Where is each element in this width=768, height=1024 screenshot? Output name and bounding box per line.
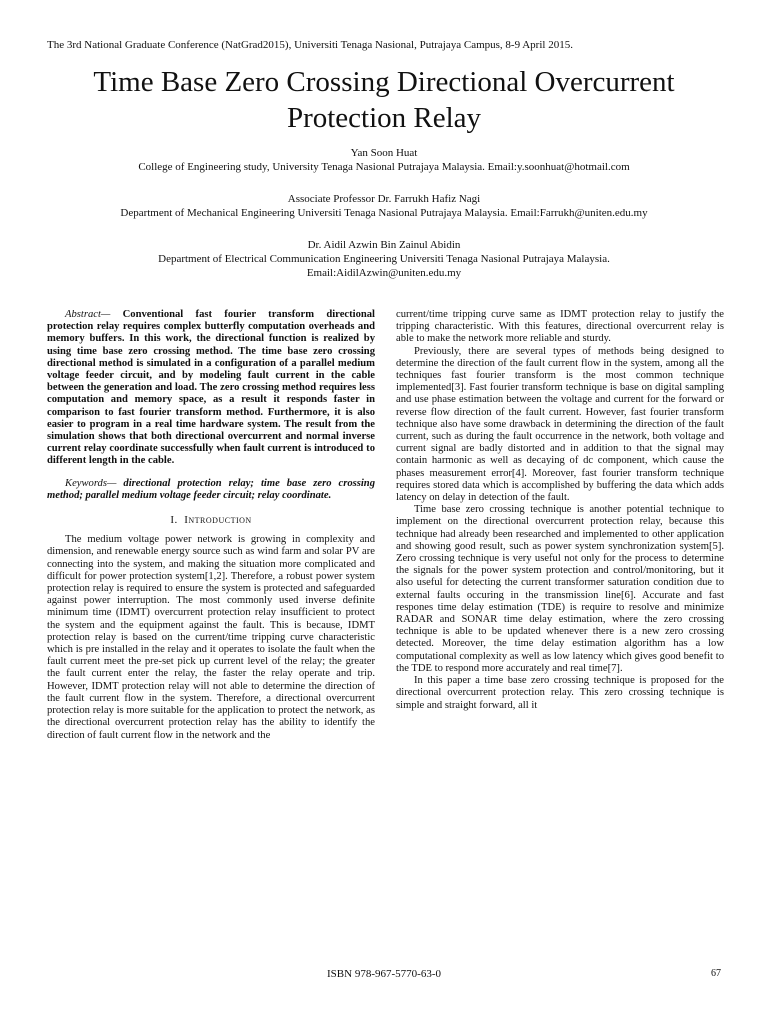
abstract-label: Abstract—	[65, 309, 111, 320]
author-block	[40, 146, 728, 280]
body-paragraph: Previously, there are several types of methods being designed to determine the direction of the fault current flow in the system, among all the techniques fast fourier transform is the most common technique implemented[3]. Fast fourier transform technique is base on digital sampling and use phase estimation between the voltage and current for the forward or reverse flow direction of the fault current. However, fast fourier transform technique also have some drawback in determining the direction of the fault current, such as during the fault occurrence in the network, both voltage and current signal are badly distorted and in addition to that the signal may contain harmonic as well as decaying of dc component, which cause the phases measurement error[4]. Moreover, fast fourier transform technique requires stored data which is accomplished by buffering the data which adds latency on delay in detection of the fault.	[396, 345, 724, 504]
body-paragraph: Time base zero crossing technique is another potential technique to implement on the directional overcurrent protection relay, because this technique had already been researched and implemented to other application and showing good result, such as power system synchronization system[5]. Zero crossing technique is very useful not only for the process to determine the signals for the power system protection and control/monitoring, but it also useful for detecting the current transformer saturation condition due to external faults occuring in the transmission line[6]. Accurate and fast respones time delay estimation (TDE) is require to resolve and minimize RADAR and SONAR time delay estimation, where the zero crossing technique is able to be updated whenever there is a new zero crossing detected. Moreover, the time delay estimation algorithm has a low computational complexity as well as low latency which gives good benefit to the TDE to respond more accurately and real time[7].	[396, 504, 724, 674]
body-paragraph: The medium voltage power network is growing in complexity and dimension, and renewable energy source such as wind farm and solar PV are connecting into the system, and making the situation more complicated and difficult for power protection system[1,2]. Therefore, a robust power system protection relay is required to ensure the system is protected and safeguarded against power interruption. The most commonly used inverse definite minimum time (IDMT) overcurrent protection relay insufficient to protect the system and the equipment against the fault. This is because, IDMT protection relay is based on the current/time tripping curve characteristic which is pre installed in the relay and it operates to isolate the fault when the fault current meet the pre-set pick up current level of the relay; the greater the fault current enter the relay, the faster the relay operate and trip. However, IDMT protection relay will not able to determine the direction of the fault current flow in the system. Therefore, a directional overcurrent protection relay is more suitable for the application to protect the network, as the directional overcurrent protection relay has the ability to identify the direction of fault current flow in the network and the	[47, 534, 375, 741]
section-number: I.	[170, 514, 178, 527]
keywords-text: directional protection relay; time base zero crossing method; parallel medium voltage feeder circuit; relay coordinate.	[47, 477, 375, 501]
keywords-label: Keywords—	[65, 477, 117, 489]
section-title: Introduction	[184, 514, 252, 527]
left-column	[47, 309, 375, 742]
body-paragraph: current/time tripping curve same as IDMT protection relay to justify the tripping characteristic. With this features, directional overcurrent relay is able to make the network more reliable and sturdy.	[396, 309, 724, 345]
author-name: Dr. Aidil Azwin Bin Zainul Abidin	[307, 239, 461, 251]
right-column	[396, 309, 724, 712]
abstract	[47, 309, 375, 468]
keywords	[47, 478, 375, 502]
author-name: Yan Soon Huat	[350, 147, 418, 159]
author-affiliation: Department of Mechanical Engineering Universiti Tenaga Nasional Putrajaya Malaysia. Email:Farrukh@uniten.edu.my	[120, 207, 648, 219]
page-number: 67	[711, 968, 721, 979]
author-affiliation: Department of Electrical Communication Engineering Universiti Tenaga Nasional Putrajaya Malaysia.	[158, 253, 610, 265]
author-name: Associate Professor Dr. Farrukh Hafiz Nagi	[287, 193, 481, 205]
author-email: Email:AidilAzwin@uniten.edu.my	[306, 267, 462, 279]
paper-title-line-1: Time Base Zero Crossing Directional Overcurrent	[93, 66, 675, 98]
isbn-footer: ISBN 978-967-5770-63-0	[327, 968, 441, 980]
conference-header: The 3rd National Graduate Conference (NatGrad2015), Universiti Tenaga Nasional, Putrajaya Campus, 8-9 April 2015.	[47, 39, 573, 51]
paper-title	[30, 64, 738, 136]
author-affiliation: College of Engineering study, University Tenaga Nasional Putrajaya Malaysia. Email:y.soonhuat@hotmail.com	[138, 161, 630, 173]
section-heading	[47, 514, 375, 526]
paper-title-line-2: Protection Relay	[286, 102, 482, 134]
abstract-text: Conventional fast fourier transform directional protection relay requires complex butterfly computation overheads and memory buffers. In this work, the directional function is realized by using time base zero crossing method. The time base zero crossing directional method is simulated in a configuration of a parallel medium voltage feeder circuit, and by modeling fault current in the cable between the generation and load. The zero crossing method requires less computation and memory space, as a result it responds faster in comparison to fast fourier transform method. Furthermore, it is also easier to program in a real time hardware system. The result from the simulation shows that both directional overcurrent and normal inverse current relay coordinate successfully when fault current is introduced to different length in the cable.	[47, 309, 375, 467]
body-paragraph: In this paper a time base zero crossing technique is proposed for the directional overcurrent protection relay. This zero crossing technique is simple and straight forward, all it	[396, 675, 724, 711]
